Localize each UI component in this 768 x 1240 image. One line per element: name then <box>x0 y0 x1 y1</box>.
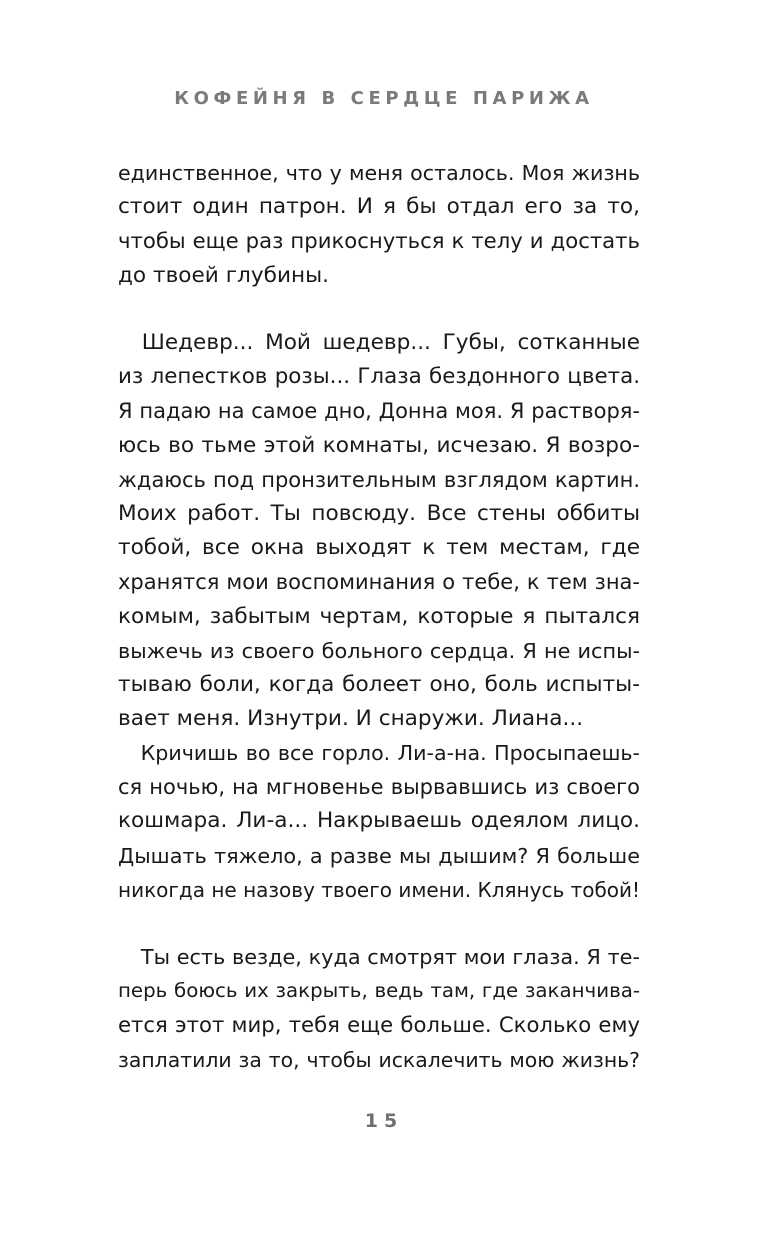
text-line: кошмара. Ли-а... Накрываешь одеялом лицо. <box>118 808 640 834</box>
text-line: выжечь из своего больного сердца. Я не испы- <box>118 638 640 663</box>
text-line: тываю боли, когда болеет оно, боль испыты- <box>118 671 640 697</box>
text-line: Дышать тяжело, а разве мы дышим? Я больше <box>118 843 640 868</box>
text-line: чтобы еще раз прикоснуться к телу и достать <box>118 228 640 254</box>
running-head: КОФЕЙНЯ В СЕРДЦЕ ПАРИЖА <box>174 88 594 109</box>
text-line: хранятся мои воспоминания о тебе, к тем зна- <box>118 570 640 595</box>
text-line: ется этот мир, тебя еще больше. Сколько ему <box>118 1012 640 1038</box>
text-line: тобой, все окна выходят к тем местам, где <box>118 535 640 561</box>
paragraph-4 <box>118 940 640 1077</box>
paragraph-2 <box>118 326 640 736</box>
text-line: заплатили за то, чтобы искалечить мою жизнь? <box>118 1047 640 1072</box>
text-line: единственное, что у меня осталось. Моя жизнь <box>118 161 640 185</box>
page-number: 15 <box>364 1110 404 1132</box>
text-line: до твоей глубины. <box>118 262 330 288</box>
text-line: Ты есть везде, куда смотрят мои глаза. Я те- <box>140 945 640 969</box>
paragraph-1 <box>118 156 640 293</box>
text-line: юсь во тьме этой комнаты, исчезаю. Я возро- <box>118 432 640 458</box>
text-line: Моих работ. Ты повсюду. Все стены оббиты <box>118 500 640 526</box>
text-line: вает меня. Изнутри. И снаружи. Лиана... <box>118 706 584 732</box>
text-line: Шедевр... Мой шедевр... Губы, сотканные <box>141 330 640 355</box>
text-line: никогда не назову твоего имени. Клянусь тобой! <box>118 877 641 902</box>
text-line: ждаюсь под пронзительным взглядом картин. <box>118 467 640 492</box>
text-line: Я падаю на самое дно, Донна моя. Я растворя- <box>118 399 640 424</box>
text-line: перь боюсь их закрыть, ведь там, где заканчива- <box>118 979 640 1003</box>
text-line: Кричишь во все горло. Ли-а-на. Просыпаешь- <box>140 741 640 765</box>
paragraph-3 <box>118 736 640 907</box>
text-line: ся ночью, на мгновенье вырвавшись из своего <box>118 775 640 800</box>
text-line: комым, забытым чертам, которые я пытался <box>118 603 640 629</box>
text-line: стоит один патрон. И я бы отдал его за то, <box>118 194 640 220</box>
text-line: из лепестков розы... Глаза бездонного цвета. <box>118 364 640 390</box>
